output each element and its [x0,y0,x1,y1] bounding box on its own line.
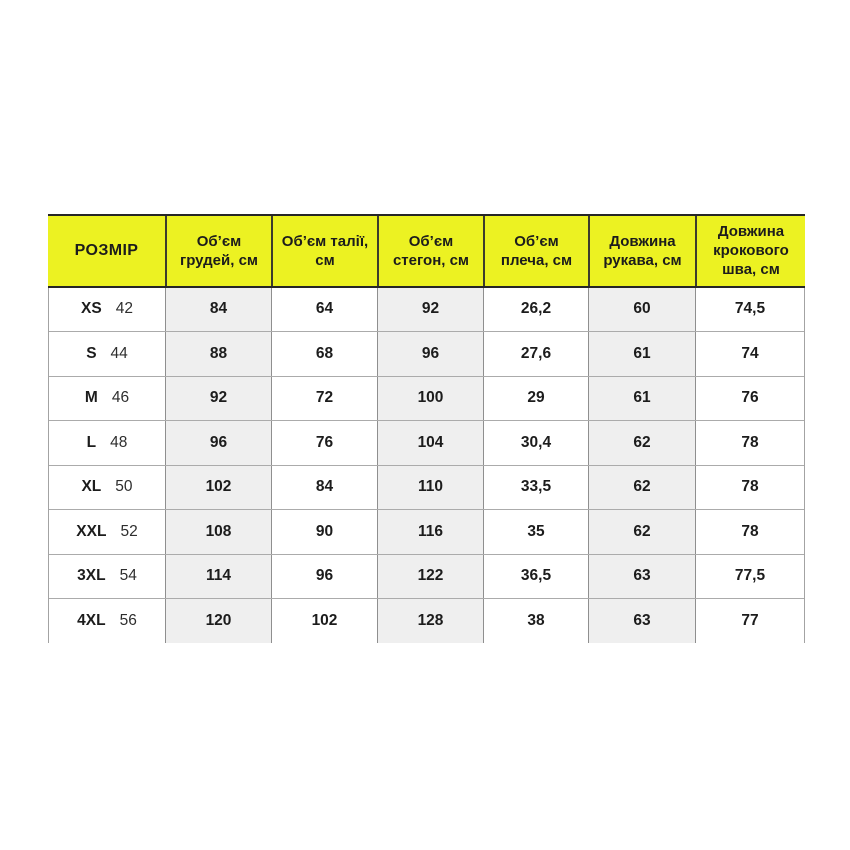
value-cell: 88 [165,332,271,376]
size-label: L [86,433,97,451]
table-row [49,377,804,422]
value-cell: 68 [271,332,377,376]
value-cell: 64 [271,288,377,332]
value-cell: 77 [695,599,804,643]
value-cell: 26,2 [483,288,588,332]
value-cell: 27,6 [483,332,588,376]
value-cell: 74,5 [695,288,804,332]
value-cell: 63 [588,599,695,643]
value-cell: 84 [271,466,377,510]
value-cell: 120 [165,599,271,643]
value-cell: 92 [377,288,483,332]
value-cell: 30,4 [483,421,588,465]
value-cell: 63 [588,555,695,599]
table-row [49,555,804,600]
size-cell [49,466,165,510]
value-cell: 29 [483,377,588,421]
col-header-chest: Об’єм грудей, см [165,216,271,286]
table-row [49,510,804,555]
size-label: XS [81,300,102,318]
value-cell: 76 [695,377,804,421]
value-cell: 90 [271,510,377,554]
value-cell: 36,5 [483,555,588,599]
value-cell: 92 [165,377,271,421]
size-number: 56 [119,611,137,629]
size-cell [49,421,165,465]
size-number: 50 [115,478,133,496]
size-label: XXL [76,522,107,540]
value-cell: 96 [377,332,483,376]
size-cell [49,555,165,599]
size-label: M [84,389,98,407]
col-header-inseam: Довжина крокового шва, см [695,216,805,286]
value-cell: 38 [483,599,588,643]
table-row [49,466,804,511]
size-label: 4XL [77,611,106,629]
value-cell: 96 [271,555,377,599]
value-cell: 128 [377,599,483,643]
size-cell [49,332,165,376]
value-cell: 61 [588,377,695,421]
value-cell: 110 [377,466,483,510]
value-cell: 76 [271,421,377,465]
value-cell: 78 [695,421,804,465]
col-header-sleeve: Довжина рукава, см [588,216,695,286]
value-cell: 78 [695,466,804,510]
table-row [49,421,804,466]
size-number: 54 [119,567,137,585]
size-label: S [86,344,97,362]
size-number: 52 [120,522,138,540]
size-cell [49,288,165,332]
value-cell: 102 [165,466,271,510]
value-cell: 114 [165,555,271,599]
value-cell: 102 [271,599,377,643]
value-cell: 74 [695,332,804,376]
value-cell: 78 [695,510,804,554]
value-cell: 116 [377,510,483,554]
size-table-header [48,214,805,288]
table-row [49,599,804,643]
value-cell: 35 [483,510,588,554]
value-cell: 62 [588,421,695,465]
size-table-body [48,288,805,643]
value-cell: 33,5 [483,466,588,510]
table-row [49,288,804,333]
size-table [48,214,805,643]
col-header-shoulder: Об’єм плеча, см [483,216,588,286]
size-number: 46 [111,389,130,407]
value-cell: 104 [377,421,483,465]
size-label: 3XL [77,567,106,585]
size-label: XL [81,478,102,496]
value-cell: 77,5 [695,555,804,599]
table-row [49,332,804,377]
size-cell [49,599,165,643]
size-cell [49,510,165,554]
size-number: 42 [115,300,133,318]
value-cell: 62 [588,510,695,554]
value-cell: 60 [588,288,695,332]
value-cell: 62 [588,466,695,510]
value-cell: 72 [271,377,377,421]
size-number: 48 [110,433,128,451]
col-header-size: РОЗМІР [48,216,165,286]
value-cell: 122 [377,555,483,599]
value-cell: 100 [377,377,483,421]
value-cell: 96 [165,421,271,465]
value-cell: 84 [165,288,271,332]
col-header-hips: Об’єм стегон, см [377,216,483,286]
col-header-waist: Об’єм талії, см [271,216,377,286]
size-number: 44 [110,344,128,362]
value-cell: 108 [165,510,271,554]
size-cell [49,377,165,421]
value-cell: 61 [588,332,695,376]
